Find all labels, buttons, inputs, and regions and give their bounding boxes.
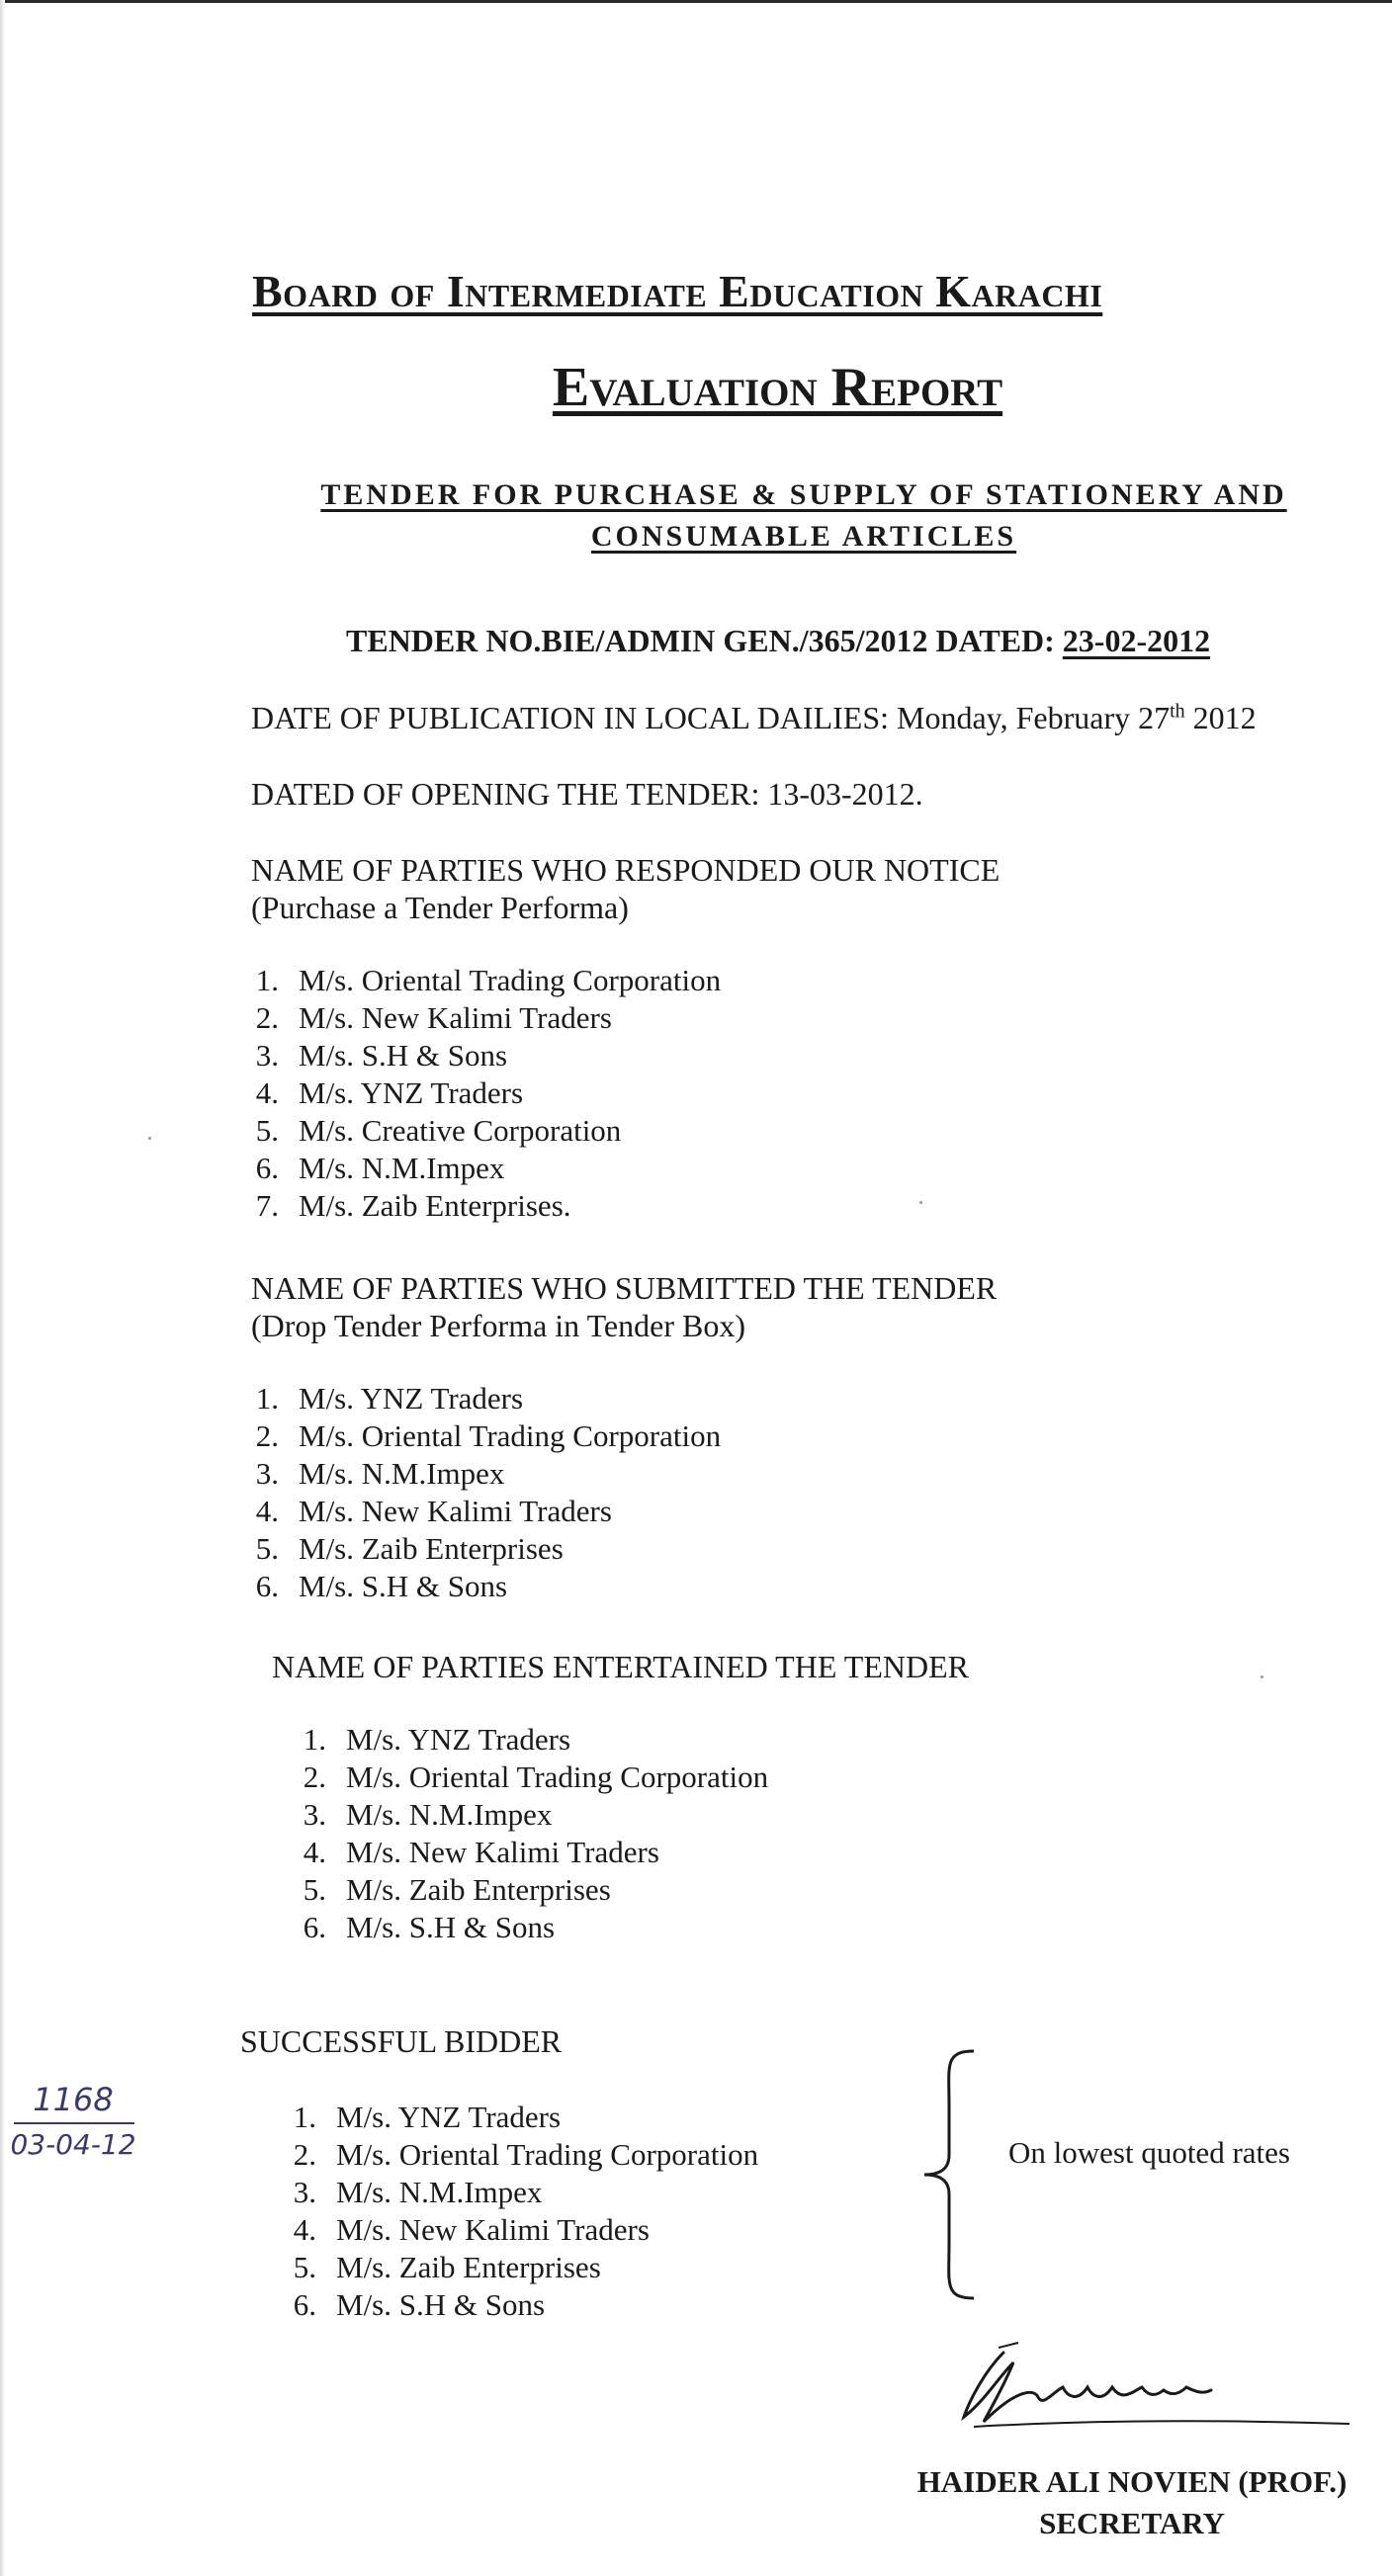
opening-date: DATED OF OPENING THE TENDER: 13-03-2012.	[251, 776, 923, 812]
list-item-name: M/s. S.H & Sons	[299, 1569, 508, 1603]
list-item-name: M/s. S.H & Sons	[346, 1910, 556, 1944]
submitted-list	[227, 1380, 721, 1605]
list-item-name: M/s. YNZ Traders	[346, 1722, 571, 1757]
list-item-number: 1.	[293, 2100, 316, 2134]
scan-top-border	[0, 0, 1392, 3]
responded-list	[227, 962, 721, 1225]
list-item	[227, 1187, 721, 1225]
list-item	[227, 1112, 721, 1150]
list-item	[265, 2286, 758, 2324]
tender-title	[235, 474, 1372, 558]
scan-speck	[1261, 1675, 1263, 1678]
scan-speck	[919, 1201, 922, 1204]
list-item	[275, 1834, 768, 1871]
list-item-name: M/s. YNZ Traders	[336, 2100, 562, 2134]
list-item-number: 4.	[255, 1494, 279, 1528]
tender-number-label: TENDER NO.BIE/ADMIN GEN./365/2012 DATED:	[346, 623, 1055, 658]
list-item-name: M/s. S.H & Sons	[299, 1038, 508, 1073]
list-item-name: M/s. New Kalimi Traders	[299, 1000, 612, 1035]
signatory-name: HAIDER ALI NOVIEN (PROF.)	[916, 2464, 1348, 2499]
list-item-number: 2.	[255, 1418, 279, 1453]
list-item	[227, 1530, 721, 1568]
list-item-number: 3.	[293, 2175, 316, 2209]
signature-icon	[944, 2333, 1359, 2442]
tender-title-line-2: CONSUMABLE ARTICLES	[590, 520, 1017, 553]
list-item-number: 5.	[303, 1872, 326, 1907]
list-item-name: M/s. N.M.Impex	[299, 1456, 505, 1491]
list-item	[227, 1417, 721, 1455]
tender-title-line-1: TENDER FOR PURCHASE & SUPPLY OF STATIONERY AND	[320, 478, 1287, 511]
list-item-name: M/s. Zaib Enterprises	[346, 1872, 611, 1907]
list-item-number: 3.	[255, 1456, 279, 1491]
list-item-number: 5.	[255, 1531, 279, 1566]
list-item	[265, 2174, 758, 2211]
list-item-name: M/s. Zaib Enterprises	[336, 2250, 601, 2284]
list-item-number: 2.	[293, 2137, 316, 2172]
signatory-block	[890, 2461, 1374, 2544]
list-item-name: M/s. Oriental Trading Corporation	[299, 963, 722, 997]
list-item-number: 5.	[255, 1113, 279, 1148]
list-item-name: M/s. YNZ Traders	[299, 1075, 524, 1110]
list-item-name: M/s. Oriental Trading Corporation	[336, 2137, 759, 2172]
list-item-name: M/s. N.M.Impex	[336, 2175, 543, 2209]
list-item	[265, 2099, 758, 2136]
list-item	[275, 1796, 768, 1834]
successful-note: On lowest quoted rates	[1008, 2135, 1290, 2170]
publication-date-year: 2012	[1192, 700, 1257, 735]
list-item	[227, 1037, 721, 1074]
successful-list	[265, 2099, 758, 2324]
publication-date-label: DATE OF PUBLICATION IN LOCAL DAILIES: Monday, February 27	[251, 700, 1171, 735]
list-item-name: M/s. New Kalimi Traders	[336, 2212, 650, 2247]
list-item-name: M/s. Oriental Trading Corporation	[346, 1760, 769, 1794]
list-item	[227, 1568, 721, 1605]
signatory-title: SECRETARY	[1039, 2506, 1225, 2540]
handwritten-number: 1168	[33, 2081, 114, 2118]
scan-speck	[148, 1137, 151, 1140]
list-item-name: M/s. N.M.Impex	[299, 1151, 505, 1185]
list-item	[227, 1074, 721, 1112]
list-item	[227, 1493, 721, 1530]
successful-heading: SUCCESSFUL BIDDER	[240, 2023, 563, 2059]
list-item	[227, 1455, 721, 1493]
list-item	[227, 1150, 721, 1187]
handwritten-date: 03-04-12	[10, 2128, 136, 2161]
list-item-number: 6.	[255, 1569, 279, 1603]
list-item	[227, 999, 721, 1037]
entertained-list	[275, 1721, 768, 1946]
list-item-number: 2.	[255, 1000, 279, 1035]
list-item	[227, 1380, 721, 1417]
list-item-number: 1.	[303, 1722, 326, 1757]
submitted-heading: NAME OF PARTIES WHO SUBMITTED THE TENDER	[251, 1270, 998, 1306]
tender-number	[346, 623, 1210, 659]
list-item-number: 6.	[255, 1151, 279, 1185]
list-item	[227, 962, 721, 999]
list-item-name: M/s. Zaib Enterprises.	[299, 1188, 571, 1223]
list-item-number: 3.	[255, 1038, 279, 1073]
list-item-number: 5.	[293, 2250, 316, 2284]
list-item-number: 7.	[255, 1188, 279, 1223]
list-item	[275, 1871, 768, 1909]
list-item-name: M/s. N.M.Impex	[346, 1797, 553, 1832]
list-item-number: 4.	[303, 1835, 326, 1869]
list-item	[275, 1909, 768, 1946]
list-item-name: M/s. S.H & Sons	[336, 2287, 546, 2322]
list-item-number: 4.	[255, 1075, 279, 1110]
list-item-number: 3.	[303, 1797, 326, 1832]
responded-heading: NAME OF PARTIES WHO RESPONDED OUR NOTICE	[251, 852, 1000, 888]
report-title: Evaluation Report	[552, 357, 1003, 418]
publication-date	[251, 700, 1257, 736]
responded-subheading: (Purchase a Tender Performa)	[251, 890, 629, 925]
list-item-name: M/s. Creative Corporation	[299, 1113, 622, 1148]
handwritten-note	[4, 2081, 142, 2161]
entertained-heading: NAME OF PARTIES ENTERTAINED THE TENDER	[272, 1649, 969, 1684]
publication-date-suffix: th	[1170, 700, 1185, 723]
list-item	[265, 2136, 758, 2174]
list-item-number: 6.	[293, 2287, 316, 2322]
curly-brace-icon	[919, 2046, 979, 2303]
list-item	[275, 1721, 768, 1759]
list-item	[265, 2249, 758, 2286]
tender-date: 23-02-2012	[1062, 623, 1211, 658]
list-item-name: M/s. New Kalimi Traders	[346, 1835, 659, 1869]
list-item-name: M/s. New Kalimi Traders	[299, 1494, 612, 1528]
list-item-name: M/s. Oriental Trading Corporation	[299, 1418, 722, 1453]
list-item-number: 1.	[255, 963, 279, 997]
list-item-number: 2.	[303, 1760, 326, 1794]
list-item	[265, 2211, 758, 2249]
list-item-name: M/s. YNZ Traders	[299, 1381, 524, 1416]
list-item-name: M/s. Zaib Enterprises	[299, 1531, 564, 1566]
list-item	[275, 1759, 768, 1796]
organization-title: Board of Intermediate Education Karachi	[252, 266, 1103, 316]
list-item-number: 4.	[293, 2212, 316, 2247]
submitted-subheading: (Drop Tender Performa in Tender Box)	[251, 1308, 745, 1343]
list-item-number: 1.	[255, 1381, 279, 1416]
list-item-number: 6.	[303, 1910, 326, 1944]
handwritten-rule	[14, 2122, 134, 2124]
